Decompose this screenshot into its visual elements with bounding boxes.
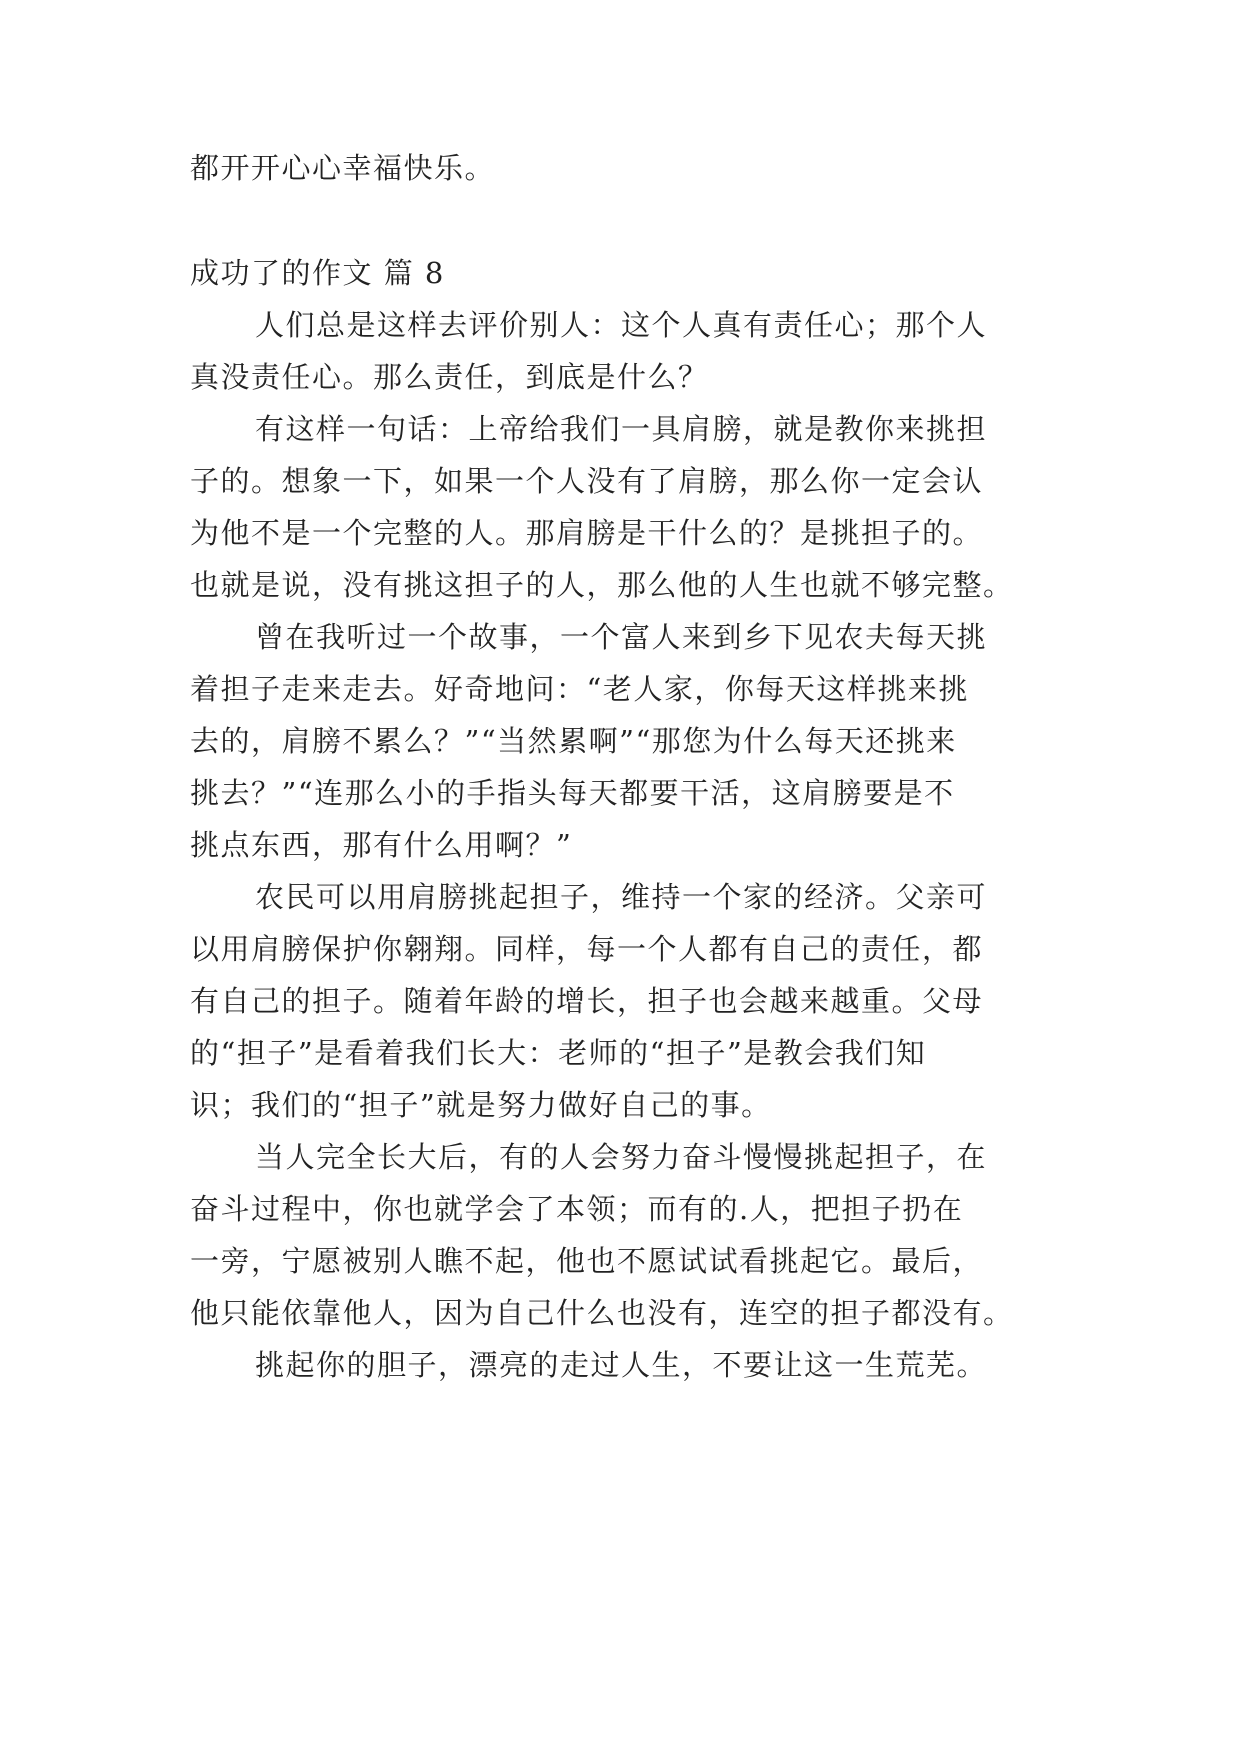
paragraph-3-line-2: 着担子走来走去。好奇地问：“老人家，你每天这样挑来挑 — [190, 672, 969, 706]
paragraph-3-line-1: 曾在我听过一个故事，一个富人来到乡下见农夫每天挑 — [255, 620, 988, 654]
paragraph-3-line-3: 去的，肩膀不累么？”“当然累啊”“那您为什么每天还挑来 — [190, 724, 957, 758]
paragraph-4-line-4: 的“担子”是看着我们长大：老师的“担子”是教会我们知 — [190, 1036, 927, 1070]
paragraph-5-line-1: 当人完全长大后，有的人会努力奋斗慢慢挑起担子，在 — [255, 1140, 988, 1174]
paragraph-5-line-2: 奋斗过程中，你也就学会了本领；而有的.人，把担子扔在 — [190, 1192, 964, 1226]
paragraph-2-line-1: 有这样一句话：上帝给我们一具肩膀，就是教你来挑担 — [255, 412, 988, 446]
paragraph-3-line-4: 挑去？”“连那么小的手指头每天都要干活，这肩膀要是不 — [190, 776, 955, 810]
paragraph-2-line-2: 子的。想象一下，如果一个人没有了肩膀，那么你一定会认 — [190, 464, 984, 498]
continuation-line: 都开开心心幸福快乐。 — [190, 151, 496, 185]
essay-heading: 成功了的作文 篇 8 — [190, 256, 445, 290]
paragraph-4-line-5: 识；我们的“担子”就是努力做好自己的事。 — [190, 1088, 772, 1122]
paragraph-5-line-3: 一旁，宁愿被别人瞧不起，他也不愿试试看挑起它。最后， — [190, 1244, 984, 1278]
paragraph-1-line-2: 真没责任心。那么责任，到底是什么？ — [190, 360, 709, 394]
paragraph-3-line-5: 挑点东西，那有什么用啊？” — [190, 828, 573, 862]
paragraph-5-line-4: 他只能依靠他人，因为自己什么也没有，连空的担子都没有。 — [190, 1296, 1014, 1330]
paragraph-6-line-1: 挑起你的胆子，漂亮的走过人生，不要让这一生荒芜。 — [255, 1348, 988, 1382]
paragraph-2-line-3: 为他不是一个完整的人。那肩膀是干什么的？是挑担子的。 — [190, 516, 984, 550]
paragraph-4-line-1: 农民可以用肩膀挑起担子，维持一个家的经济。父亲可 — [255, 880, 988, 914]
paragraph-4-line-3: 有自己的担子。随着年龄的增长，担子也会越来越重。父母 — [190, 984, 984, 1018]
paragraph-2-line-4: 也就是说，没有挑这担子的人，那么他的人生也就不够完整。 — [190, 568, 1014, 602]
paragraph-4-line-2: 以用肩膀保护你翱翔。同样，每一个人都有自己的责任，都 — [190, 932, 984, 966]
paragraph-1-line-1: 人们总是这样去评价别人：这个人真有责任心；那个人 — [255, 308, 988, 342]
